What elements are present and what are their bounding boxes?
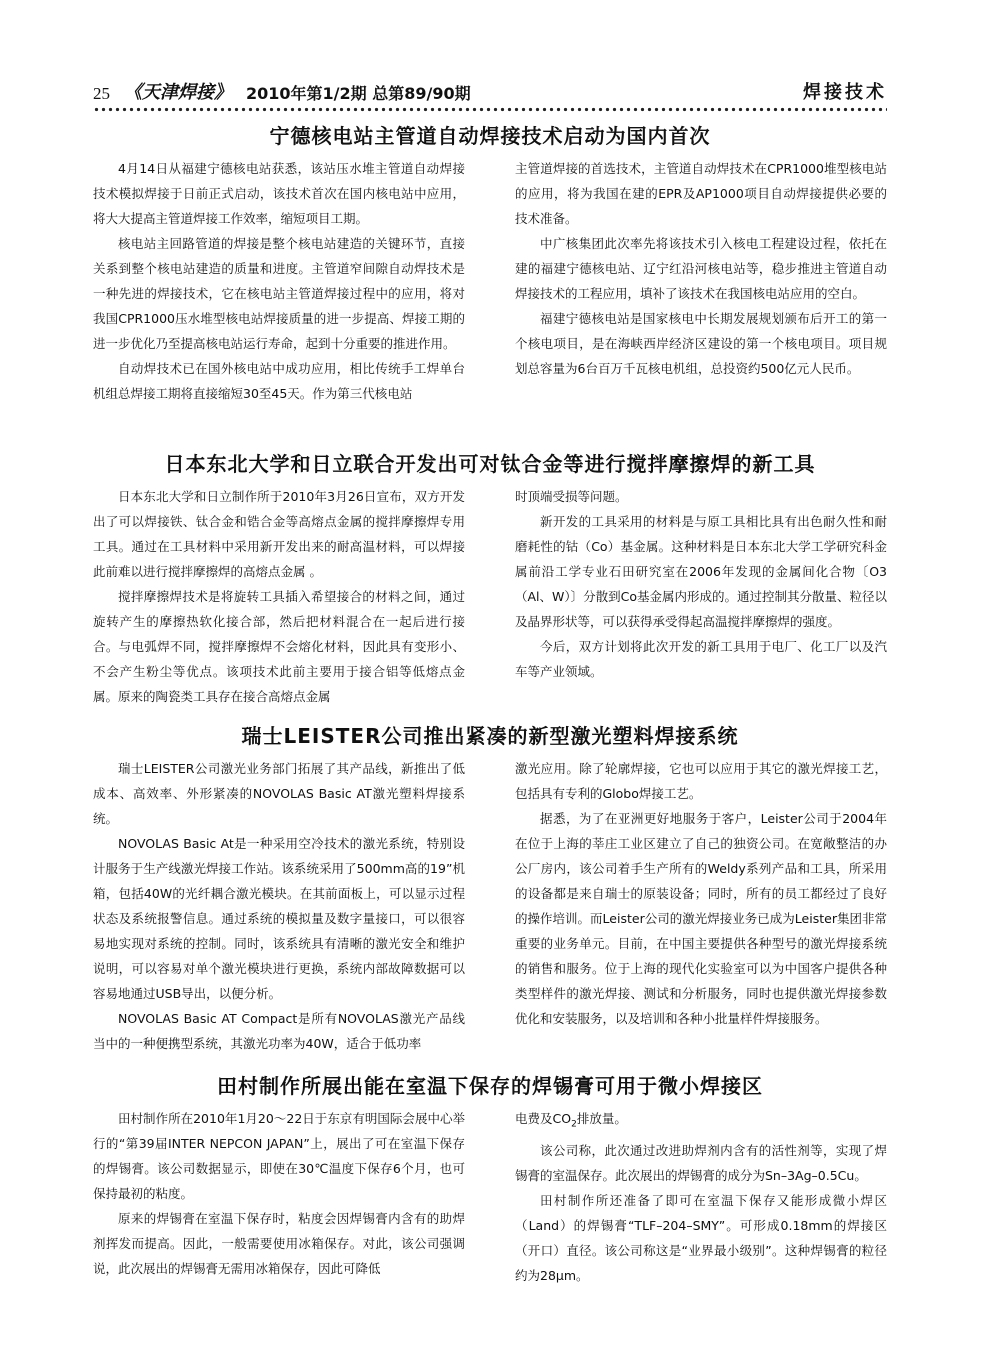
paragraph: 该公司称，此次通过改进助焊剂内含有的活性剂等，实现了焊锡膏的室温保存。此次展出的焊锡膏的成分为Sn–3Ag–0.5Cu。 <box>515 1142 887 1183</box>
article-body <box>93 484 887 709</box>
article-title: 瑞士LEISTER公司推出紧凑的新型激光塑料焊接系统 <box>241 724 739 748</box>
issue-info: 2010年第1/2期 总第89/90期 <box>246 84 471 103</box>
paragraph: 今后，双方计划将此次开发的新工具用于电厂、化工厂以及汽车等产业领域。 <box>515 639 887 679</box>
left-column <box>93 756 465 1056</box>
article-title: 宁德核电站主管道自动焊接技术启动为国内首次 <box>269 124 711 148</box>
right-column <box>515 484 887 709</box>
article-tamura <box>93 1070 887 1283</box>
dotted-rule <box>93 106 887 113</box>
paragraph: 田村制作所在2010年1月20～22日于东京有明国际会展中心举行的“第39届INTER NEPCON JAPAN”上，展出了可在室温下保存的焊锡膏。该公司数据显示，即使在30℃温度下保存6个月，也可保持最初的粘度。 <box>93 1111 465 1201</box>
paragraph: 瑞士LEISTER公司激光业务部门拓展了其产品线，新推出了低成本、高效率、外形紧凑的NOVOLAS Basic AT激光塑料焊接系统。 <box>93 761 465 826</box>
article-ningde <box>93 120 887 401</box>
paragraph: 时顶端受损等问题。 <box>515 489 628 504</box>
right-column <box>515 156 887 406</box>
right-column <box>515 756 887 1056</box>
subscript: 2 <box>571 1119 577 1130</box>
paragraph: 新开发的工具采用的材料是与原工具相比具有出色耐久性和耐磨耗性的钴（Co）基金属。这种材料是日本东北大学工学研究科金属前沿工学专业石田研究室在2006年发现的金属间化合物〔O3（Al、W）〕分散到Co基金属内形成的。通过控制其分散量、粒径以及晶界形状等，可以获得承受得起高温搅拌摩擦焊的强度。 <box>515 514 888 629</box>
paragraph <box>515 1106 887 1138</box>
paragraph: 激光应用。除了轮廓焊接，它也可以应用于其它的激光焊接工艺，包括具有专利的Globo焊接工艺。 <box>515 761 887 801</box>
paragraph: NOVOLAS Basic AT Compact是所有NOVOLAS激光产品线当中的一种便携型系统，其激光功率为40W，适合于低功率 <box>93 1011 465 1051</box>
article-tohoku-hitachi <box>93 448 888 704</box>
paragraph: 搅拌摩擦焊技术是将旋转工具插入希望接合的材料之间，通过旋转产生的摩擦热软化接合部，然后把材料混合在一起后进行接合。与电弧焊不同，搅拌摩擦焊不会熔化材料，因此具有变形小、不会产生粉尘等优点。该项技术此前主要用于接合铝等低熔点金属。原来的陶瓷类工具存在接合高熔点金属 <box>93 589 465 704</box>
right-column <box>515 1106 887 1288</box>
article-title: 日本东北大学和日立联合开发出可对钛合金等进行搅拌摩擦焊的新工具 <box>164 452 816 476</box>
text-run: 电费及CO <box>515 1111 572 1126</box>
paragraph: 福建宁德核电站是国家核电中长期发展规划颁布后开工的第一个核电项目，是在海峡西岸经济区建设的第一个核电项目。项目规划总容量为6台百万千瓦核电机组，总投资约500亿元人民币。 <box>515 311 887 376</box>
section-name: 焊接技术 <box>803 82 887 103</box>
article-body <box>93 756 887 1056</box>
article-body <box>93 156 887 406</box>
article-title: 田村制作所展出能在室温下保存的焊锡膏可用于微小焊接区 <box>217 1074 763 1098</box>
article-leister <box>93 720 887 1051</box>
left-column <box>93 484 465 709</box>
page-number: 25 <box>93 84 110 103</box>
page-header <box>93 76 887 104</box>
article-body <box>93 1106 887 1288</box>
paragraph: 日本东北大学和日立制作所于2010年3月26日宣布，双方开发出了可以焊接铁、钛合金和锆合金等高熔点金属的搅拌摩擦焊专用工具。通过在工具材料中采用新开发出来的耐高温材料，可以焊接此前难以进行搅拌摩擦焊的高熔点金属 。 <box>93 489 465 579</box>
paragraph: 据悉，为了在亚洲更好地服务于客户，Leister公司于2004年在位于上海的莘庄工业区建立了自己的独资公司。在宽敞整洁的办公厂房内，该公司着手生产所有的Weldy系列产品和工具，所采用的设备都是来自瑞士的原装设备；同时，所有的员工都经过了良好的操作培训。而Leister公司的激光焊接业务已成为Leister集团非常重要的业务单元。目前，在中国主要提供各种型号的激光焊接系统的销售和服务。位于上海的现代化实验室可以为中国客户提供各种类型样件的激光焊接、测试和分析服务，同时也提供激光焊接参数优化和安装服务，以及培训和各种小批量样件焊接服务。 <box>515 811 887 1026</box>
paragraph: 核电站主回路管道的焊接是整个核电站建造的关键环节，直接关系到整个核电站建造的质量和进度。主管道窄间隙自动焊技术是一种先进的焊接技术，它在核电站主管道焊接过程中的应用，将对我国CPR1000压水堆型核电站焊接质量的进一步提高、焊接工期的进一步优化乃至提高核电站运行寿命，起到十分重要的推进作用。 <box>93 236 465 351</box>
paragraph: 原来的焊锡膏在室温下保存时，粘度会因焊锡膏内含有的助焊剂挥发而提高。因此，一般需要使用冰箱保存。对此，该公司强调说，此次展出的焊锡膏无需用冰箱保存，因此可降低 <box>93 1211 465 1276</box>
left-column <box>93 156 465 406</box>
paragraph: NOVOLAS Basic At是一种采用空冷技术的激光系统，特别设计服务于生产线激光焊接工作站。该系统采用了500mm高的19”机箱，包括40W的光纤耦合激光模块。在其前面板上，可以显示过程状态及系统报警信息。通过系统的模拟量及数字量接口，可以很容易地实现对系统的控制。同时，该系统具有清晰的激光安全和维护说明，可以容易对单个激光模块进行更换，系统内部故障数据可以容易地通过USB导出，以便分析。 <box>93 836 465 1001</box>
paragraph: 主管道焊接的首选技术，主管道自动焊技术在CPR1000堆型核电站的应用，将为我国在建的EPR及AP1000项目自动焊接提供必要的技术准备。 <box>515 161 887 226</box>
paragraph: 田村制作所还准备了即可在室温下保存又能形成微小焊区（Land）的焊锡膏“TLF–204–SMY”。可形成0.18mm的焊接区（开口）直径。该公司称这是“业界最小级别”。这种焊锡膏的粒径约为28μm。 <box>515 1192 887 1283</box>
left-column <box>93 1106 465 1288</box>
paragraph: 中广核集团此次率先将该技术引入核电工程建设过程，依托在建的福建宁德核电站、辽宁红沿河核电站等，稳步推进主管道自动焊接技术的工程应用，填补了该技术在我国核电站应用的空白。 <box>515 236 887 301</box>
journal-name: 《天津焊接》 <box>124 82 232 103</box>
text-run: 排放量。 <box>576 1111 627 1126</box>
paragraph: 自动焊技术已在国外核电站中成功应用，相比传统手工焊单台机组总焊接工期将直接缩短30至45天。作为第三代核电站 <box>93 361 465 401</box>
paragraph: 4月14日从福建宁德核电站获悉，该站压水堆主管道自动焊接技术模拟焊接于日前正式启动，该技术首次在国内核电站中应用，将大大提高主管道焊接工作效率，缩短项目工期。 <box>93 161 465 226</box>
